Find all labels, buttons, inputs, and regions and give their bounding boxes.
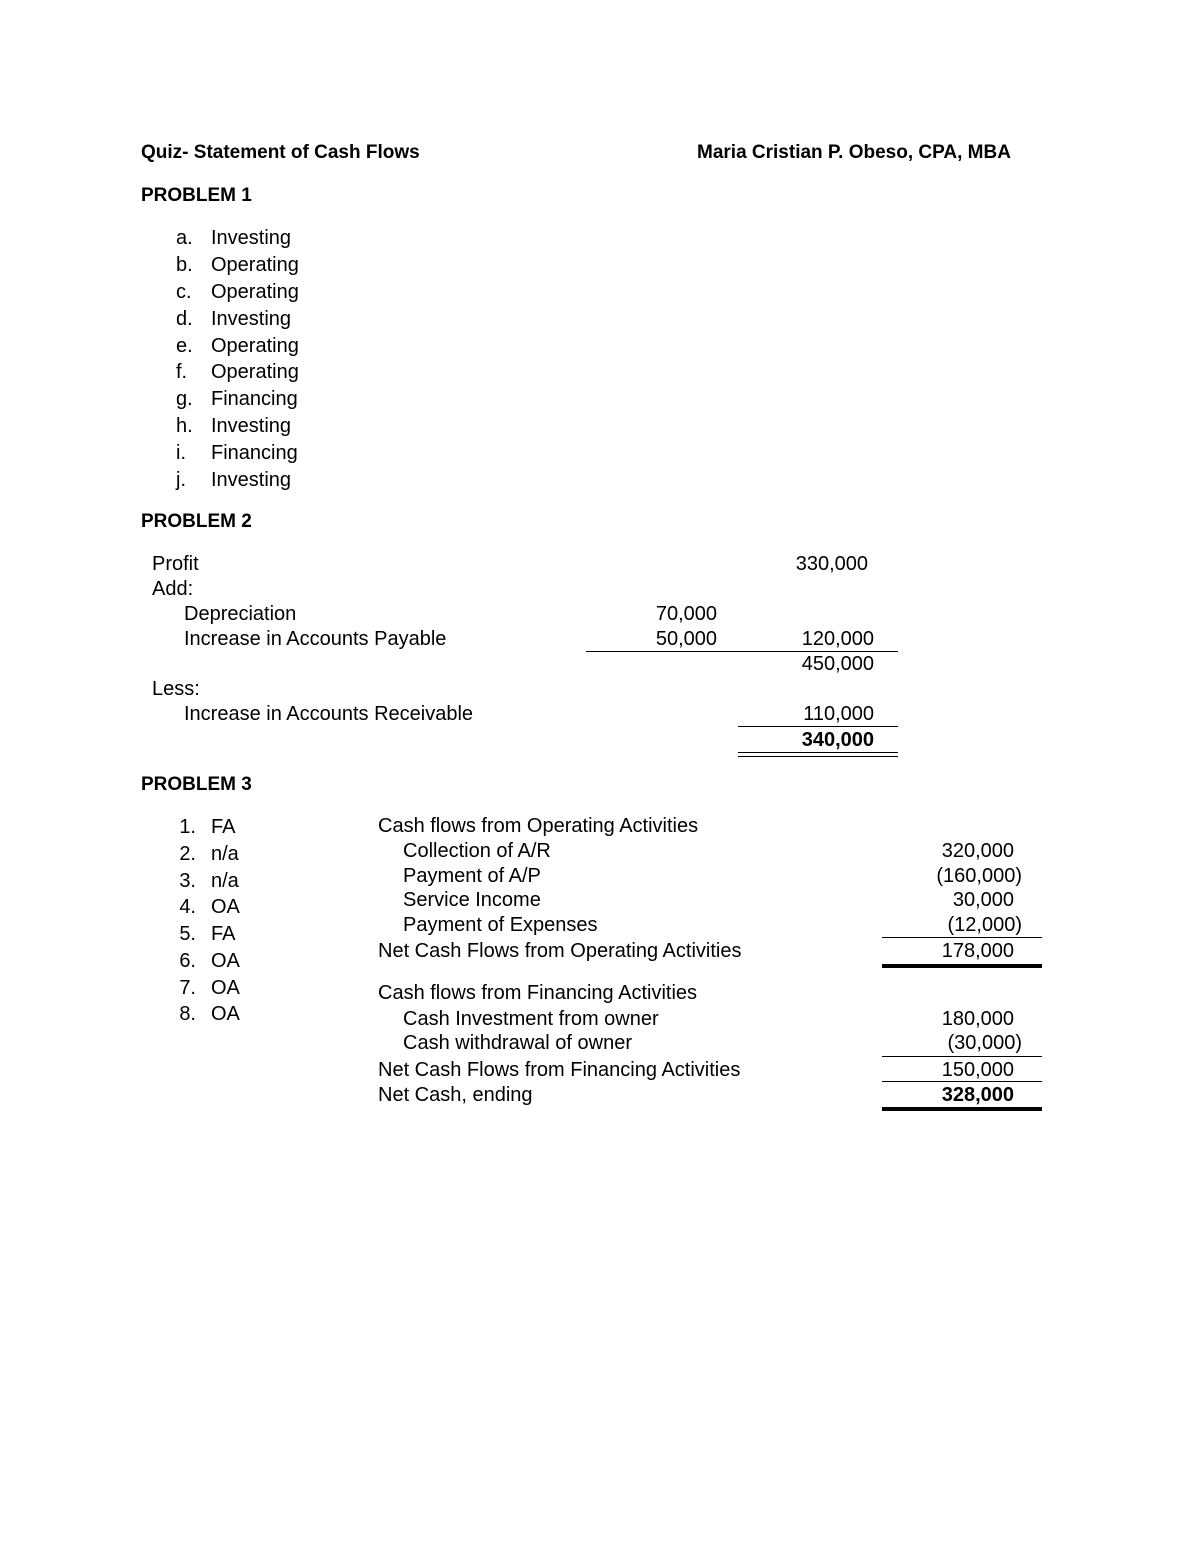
add-total-value: 120,000 [801, 628, 874, 650]
list-item: OA [211, 977, 240, 999]
double-underline [738, 752, 898, 757]
net-cash-label: Net Cash, ending [378, 1084, 533, 1106]
payment-expenses-label: Payment of Expenses [403, 914, 598, 936]
depreciation-value: 70,000 [655, 603, 717, 625]
owner-investment-value: 180,000 [941, 1008, 1014, 1030]
accounts-payable-value: 50,000 [655, 628, 717, 650]
list-item: FA [211, 923, 236, 945]
net-financing-value: 150,000 [941, 1059, 1014, 1081]
problem-2-heading: PROBLEM 2 [141, 511, 252, 532]
service-income-value: 30,000 [952, 889, 1014, 911]
list-marker: 8. [179, 1003, 196, 1025]
list-marker: 1. [179, 816, 196, 838]
list-marker: d. [176, 308, 193, 330]
profit-label: Profit [152, 553, 199, 575]
list-item: Investing [211, 227, 292, 249]
list-item: OA [211, 950, 240, 972]
list-marker: f. [176, 361, 188, 383]
document-title: Quiz- Statement of Cash Flows [141, 142, 420, 163]
subtotal-value: 450,000 [801, 653, 874, 675]
list-item: Financing [211, 388, 298, 410]
payment-ap-label: Payment of A/P [403, 865, 541, 887]
accounts-receivable-label: Increase in Accounts Receivable [184, 703, 474, 725]
accounts-receivable-value: 110,000 [803, 703, 874, 725]
list-item: OA [211, 1003, 240, 1025]
list-item: Financing [211, 442, 298, 464]
list-item: Operating [211, 254, 299, 276]
list-item: Operating [211, 335, 299, 357]
profit-value: 330,000 [795, 553, 868, 575]
owner-withdrawal-label: Cash withdrawal of owner [403, 1032, 632, 1054]
underline [882, 937, 1042, 938]
operating-heading: Cash flows from Operating Activities [378, 815, 699, 837]
underline [738, 726, 898, 727]
list-item: n/a [211, 870, 239, 892]
financing-heading: Cash flows from Financing Activities [378, 982, 698, 1004]
problem-3-heading: PROBLEM 3 [141, 774, 252, 795]
net-cash-value: 328,000 [941, 1084, 1014, 1106]
list-marker: h. [176, 415, 193, 437]
list-marker: j. [176, 469, 186, 491]
problem-2-total: 340,000 [801, 729, 874, 751]
owner-investment-label: Cash Investment from owner [403, 1008, 659, 1030]
add-label: Add: [152, 578, 194, 600]
list-marker: 5. [179, 923, 196, 945]
list-marker: 7. [179, 977, 196, 999]
list-item: Investing [211, 415, 292, 437]
collection-ar-value: 320,000 [941, 840, 1014, 862]
list-marker: 4. [179, 896, 196, 918]
payment-expenses-value: (12,000) [947, 914, 1022, 936]
author-name: Maria Cristian P. Obeso, CPA, MBA [697, 142, 1011, 163]
owner-withdrawal-value: (30,000) [947, 1032, 1022, 1054]
less-label: Less: [152, 678, 200, 700]
problem-1-heading: PROBLEM 1 [141, 185, 252, 206]
list-marker: 3. [179, 870, 196, 892]
underline [882, 1081, 1042, 1082]
list-marker: e. [176, 335, 193, 357]
list-item: OA [211, 896, 240, 918]
net-financing-label: Net Cash Flows from Financing Activities [378, 1059, 741, 1081]
list-marker: b. [176, 254, 193, 276]
net-operating-value: 178,000 [941, 940, 1014, 962]
list-item: n/a [211, 843, 239, 865]
list-marker: c. [176, 281, 192, 303]
payment-ap-value: (160,000) [936, 865, 1022, 887]
service-income-label: Service Income [403, 889, 541, 911]
list-marker: 6. [179, 950, 196, 972]
net-operating-label: Net Cash Flows from Operating Activities [378, 940, 742, 962]
list-item: FA [211, 816, 236, 838]
list-marker: i. [176, 442, 186, 464]
list-marker: 2. [179, 843, 196, 865]
thick-underline [882, 1107, 1042, 1111]
list-item: Operating [211, 281, 299, 303]
list-item: Investing [211, 308, 292, 330]
underline [882, 1056, 1042, 1057]
collection-ar-label: Collection of A/R [403, 840, 551, 862]
underline [586, 651, 898, 652]
list-marker: a. [176, 227, 193, 249]
accounts-payable-label: Increase in Accounts Payable [184, 628, 447, 650]
depreciation-label: Depreciation [184, 603, 297, 625]
list-item: Operating [211, 361, 299, 383]
thick-underline [882, 964, 1042, 968]
list-item: Investing [211, 469, 292, 491]
list-marker: g. [176, 388, 193, 410]
